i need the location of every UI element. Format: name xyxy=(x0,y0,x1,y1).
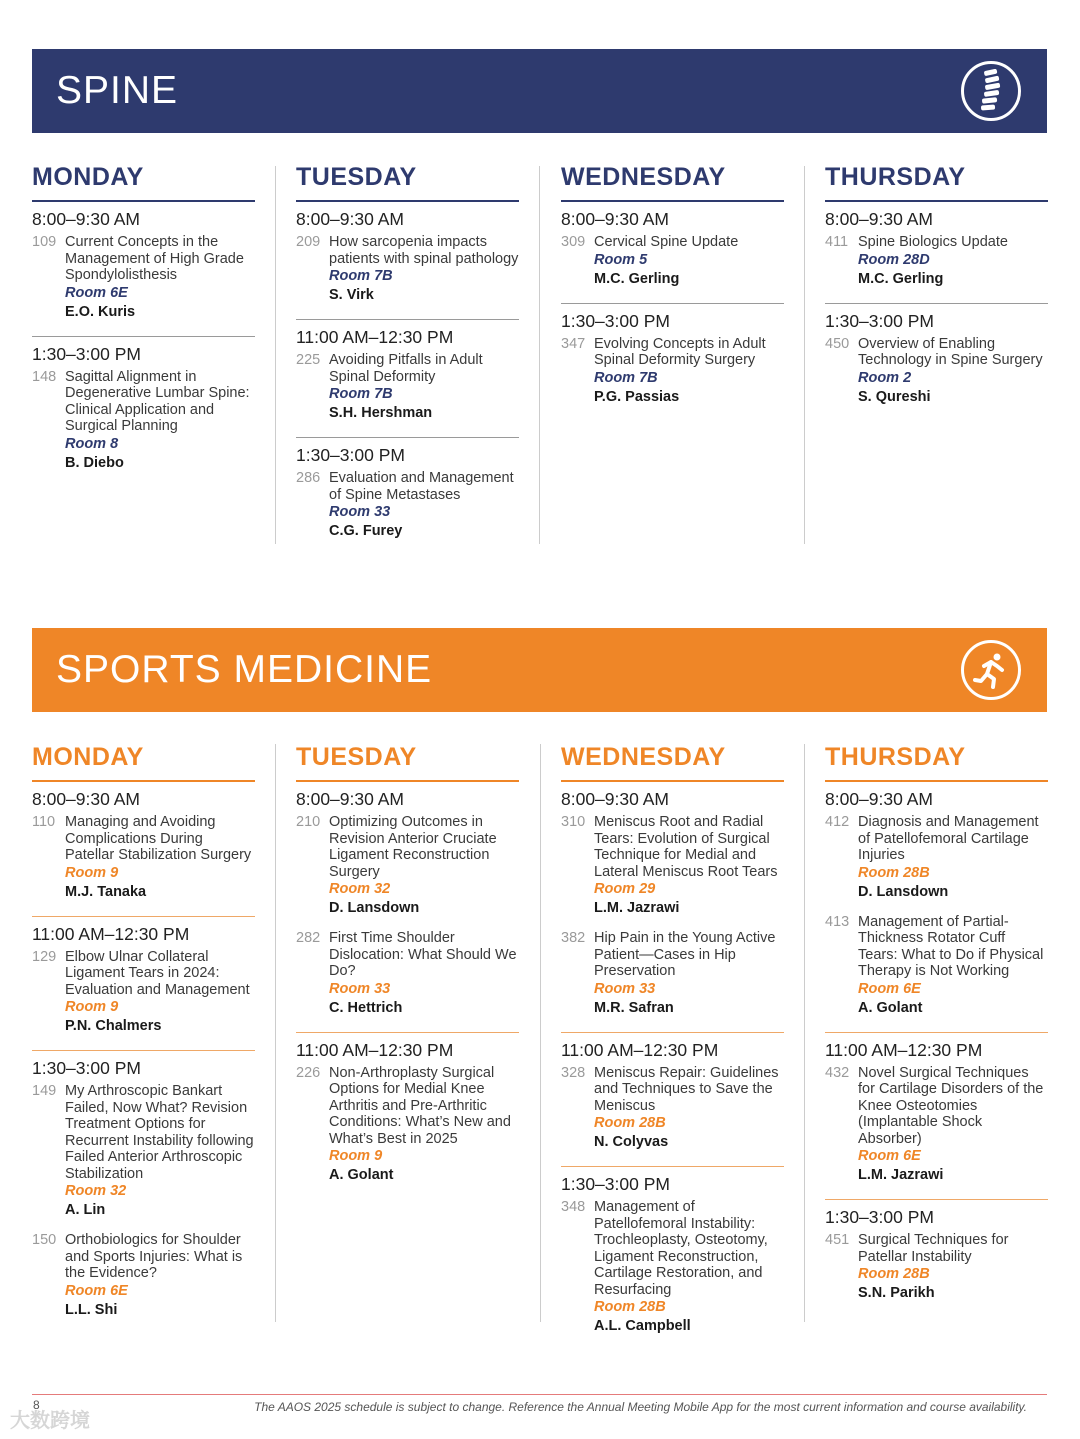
runner-icon xyxy=(961,640,1021,700)
session-info xyxy=(329,234,519,305)
session-speaker: S. Qureshi xyxy=(858,388,931,405)
session-title: Overview of Enabling Technology in Spine Surgery xyxy=(858,335,1043,368)
session-speaker: S.N. Parikh xyxy=(858,1285,935,1301)
session-room: Room 28B xyxy=(858,864,930,881)
time-slot xyxy=(296,782,519,1018)
session-title: Diagnosis and Management of Patellofemoral Cartilage Injuries xyxy=(858,814,1039,863)
session-info xyxy=(858,1065,1048,1186)
session-entry xyxy=(561,930,784,1018)
session-room: Room 28B xyxy=(594,1299,666,1315)
session-title: Meniscus Root and Radial Tears: Evolution of Surgical Technique for Medial and Lateral Meniscus Root Tears xyxy=(594,814,778,880)
session-room: Room 6E xyxy=(65,284,128,301)
time-slot-label: 8:00–9:30 AM xyxy=(561,209,669,229)
day-column-monday xyxy=(32,162,255,485)
session-entry xyxy=(296,930,519,1018)
session-title: Meniscus Repair: Guidelines and Techniques to Save the Meniscus xyxy=(594,1064,779,1114)
day-column-tuesday xyxy=(296,162,519,553)
session-title: Non-Arthroplasty Surgical Options for Medial Knee Arthritis and Pre-Arthritic Conditions: What’s New and What’s Best in 2025 xyxy=(329,1064,511,1147)
session-speaker: E.O. Kuris xyxy=(65,303,136,320)
session-info xyxy=(65,1232,255,1320)
time-slot xyxy=(32,782,255,902)
session-speaker: C. Hettrich xyxy=(329,999,403,1016)
session-number: 282 xyxy=(296,930,321,946)
session-room: Room 6E xyxy=(858,980,921,997)
session-title: Current Concepts in the Management of High Grade Spondylolisthesis xyxy=(65,234,244,283)
session-number: 148 xyxy=(32,368,57,385)
session-info xyxy=(594,1199,784,1336)
session-entry xyxy=(32,369,255,473)
session-entry xyxy=(561,336,784,407)
footer-rule xyxy=(32,1394,1047,1395)
session-info xyxy=(329,470,519,541)
session-number: 149 xyxy=(32,1083,57,1099)
time-slot xyxy=(296,1033,519,1186)
session-title: Optimizing Outcomes in Revision Anterior Cruciate Ligament Reconstruction Surgery xyxy=(329,814,497,880)
watermark: 大数跨境 xyxy=(10,1410,90,1432)
column-divider xyxy=(804,744,805,1322)
session-room: Room 32 xyxy=(65,1183,127,1199)
session-title: Surgical Techniques for Patellar Instability xyxy=(858,1232,1009,1265)
session-entry xyxy=(825,1232,1048,1303)
session-speaker: L.M. Jazrawi xyxy=(594,900,680,916)
session-number: 328 xyxy=(561,1064,586,1081)
session-entry xyxy=(296,470,519,541)
time-slot-label: 11:00 AM–12:30 PM xyxy=(296,327,454,347)
day-heading: MONDAY xyxy=(32,743,144,771)
time-slot xyxy=(561,304,784,407)
time-slot-label: 11:00 AM–12:30 PM xyxy=(32,923,190,944)
session-entry xyxy=(825,914,1048,1018)
column-divider xyxy=(540,744,541,1322)
session-info xyxy=(858,336,1048,407)
session-info xyxy=(858,814,1048,902)
session-room: Room 8 xyxy=(65,435,119,452)
session-room: Room 7B xyxy=(594,369,658,386)
session-title: Management of Patellofemoral Instability: Trochleoplasty, Osteotomy, Ligament Reconstruction, Cartilage Restoration, and Resurfacing xyxy=(594,1199,768,1298)
session-info xyxy=(329,814,519,918)
session-speaker: M.C. Gerling xyxy=(594,270,680,287)
day-heading: TUESDAY xyxy=(296,743,417,771)
spine-title: SPINE xyxy=(56,69,179,112)
session-number: 411 xyxy=(825,234,849,250)
day-heading: TUESDAY xyxy=(296,163,417,191)
session-number: 432 xyxy=(825,1064,850,1081)
time-slot-label: 8:00–9:30 AM xyxy=(296,789,404,809)
session-title: Evolving Concepts in Adult Spinal Deformity Surgery xyxy=(594,335,766,368)
session-speaker: L.L. Shi xyxy=(65,1301,118,1318)
time-slot xyxy=(825,202,1048,289)
session-speaker: A.L. Campbell xyxy=(594,1318,691,1334)
session-room: Room 9 xyxy=(329,1148,383,1164)
time-slot-label: 8:00–9:30 AM xyxy=(825,209,933,229)
session-speaker: S.H. Hershman xyxy=(329,405,433,421)
time-slot-label: 8:00–9:30 AM xyxy=(32,209,140,229)
session-speaker: C.G. Furey xyxy=(329,523,403,539)
session-room: Room 5 xyxy=(594,251,648,268)
session-number: 226 xyxy=(296,1064,321,1081)
session-number: 310 xyxy=(561,814,586,830)
day-heading: THURSDAY xyxy=(825,163,966,191)
session-speaker: L.M. Jazrawi xyxy=(858,1167,944,1183)
session-entry xyxy=(32,1232,255,1320)
session-entry xyxy=(561,234,784,289)
day-column-wednesday xyxy=(561,162,784,419)
session-entry xyxy=(296,1065,519,1186)
day-column-thursday xyxy=(825,742,1048,1315)
session-title: Elbow Ulnar Collateral Ligament Tears in 2024: Evaluation and Management xyxy=(65,948,250,998)
session-entry xyxy=(296,814,519,918)
session-room: Room 2 xyxy=(858,369,912,386)
time-slot-label: 8:00–9:30 AM xyxy=(825,789,933,809)
session-title: Management of Partial-Thickness Rotator Cuff Tears: What to Do if Physical Therapy is Not Working xyxy=(858,913,1044,979)
time-slot xyxy=(825,782,1048,1018)
session-info xyxy=(65,949,255,1037)
session-room: Room 32 xyxy=(329,881,391,897)
session-number: 225 xyxy=(296,352,321,368)
session-room: Room 9 xyxy=(65,999,119,1015)
session-entry xyxy=(32,1083,255,1220)
spine-icon xyxy=(961,61,1021,121)
time-slot xyxy=(32,917,255,1037)
session-entry xyxy=(32,814,255,902)
session-speaker: A. Golant xyxy=(858,999,923,1016)
session-speaker: A. Golant xyxy=(329,1167,394,1183)
session-speaker: M.R. Safran xyxy=(594,999,674,1016)
session-title: Sagittal Alignment in Degenerative Lumbar Spine: Clinical Application and Surgical Planning xyxy=(65,368,250,434)
day-column-tuesday xyxy=(296,742,519,1197)
page-number: 8 xyxy=(33,1398,40,1412)
time-slot xyxy=(825,1200,1048,1303)
session-room: Room 28B xyxy=(594,1115,666,1131)
session-speaker: M.J. Tanaka xyxy=(65,883,147,900)
session-info xyxy=(594,1065,784,1153)
session-entry xyxy=(825,234,1048,289)
session-speaker: P.G. Passias xyxy=(594,388,680,405)
session-info xyxy=(65,234,255,322)
session-entry xyxy=(825,336,1048,407)
session-number: 382 xyxy=(561,930,586,946)
time-slot xyxy=(32,1051,255,1320)
time-slot-label: 1:30–3:00 PM xyxy=(561,1174,670,1194)
session-number: 109 xyxy=(32,234,57,250)
time-slot xyxy=(561,782,784,1018)
session-info xyxy=(65,369,255,473)
time-slot-label: 1:30–3:00 PM xyxy=(296,445,405,465)
time-slot xyxy=(825,1033,1048,1186)
column-divider xyxy=(539,166,540,544)
session-room: Room 33 xyxy=(329,980,391,997)
time-slot xyxy=(296,438,519,541)
session-info xyxy=(858,234,1048,289)
time-slot-label: 1:30–3:00 PM xyxy=(32,1058,141,1078)
session-entry xyxy=(32,234,255,322)
session-number: 150 xyxy=(32,1232,57,1248)
session-number: 450 xyxy=(825,335,850,352)
session-speaker: A. Lin xyxy=(65,1202,106,1218)
session-title: Avoiding Pitfalls in Adult Spinal Deformity xyxy=(329,352,483,385)
session-entry xyxy=(561,1065,784,1153)
time-slot-label: 1:30–3:00 PM xyxy=(561,310,670,331)
session-title: First Time Shoulder Dislocation: What Should We Do? xyxy=(329,930,517,979)
session-number: 110 xyxy=(32,814,56,830)
session-room: Room 28B xyxy=(858,1266,930,1282)
session-number: 209 xyxy=(296,234,321,250)
session-number: 412 xyxy=(825,814,850,830)
spine-banner xyxy=(32,49,1047,133)
session-speaker: M.C. Gerling xyxy=(858,270,944,287)
session-speaker: B. Diebo xyxy=(65,454,124,471)
session-entry xyxy=(825,1065,1048,1186)
session-title: My Arthroscopic Bankart Failed, Now What? Revision Treatment Options for Recurrent Instability following Failed Anterior Arthroscopic Stabilization xyxy=(65,1083,254,1182)
day-column-wednesday xyxy=(561,742,784,1348)
day-heading: WEDNESDAY xyxy=(561,163,726,191)
session-entry xyxy=(296,234,519,305)
session-speaker: D. Lansdown xyxy=(329,900,420,916)
day-heading: MONDAY xyxy=(32,163,144,191)
time-slot xyxy=(561,202,784,289)
time-slot xyxy=(32,337,255,473)
time-slot xyxy=(561,1033,784,1153)
day-heading: THURSDAY xyxy=(825,743,966,771)
session-room: Room 7B xyxy=(329,386,393,402)
time-slot-label: 1:30–3:00 PM xyxy=(32,343,141,364)
spine-schedule xyxy=(32,162,1048,544)
time-slot xyxy=(296,202,519,305)
sports-medicine-title: SPORTS MEDICINE xyxy=(56,648,433,691)
session-title: Spine Biologics Update xyxy=(858,234,1008,250)
session-info xyxy=(329,352,519,423)
sports-medicine-banner xyxy=(32,628,1047,712)
time-slot-label: 11:00 AM–12:30 PM xyxy=(561,1039,719,1060)
day-heading: WEDNESDAY xyxy=(561,743,726,771)
session-entry xyxy=(561,1199,784,1336)
session-room: Room 6E xyxy=(65,1282,128,1299)
session-number: 451 xyxy=(825,1232,850,1248)
session-number: 348 xyxy=(561,1199,586,1215)
time-slot xyxy=(32,202,255,322)
session-speaker: P.N. Chalmers xyxy=(65,1018,162,1034)
session-entry xyxy=(296,352,519,423)
session-number: 286 xyxy=(296,470,321,486)
session-number: 210 xyxy=(296,814,321,830)
session-room: Room 29 xyxy=(594,881,656,897)
sports-medicine-schedule xyxy=(32,742,1048,1334)
time-slot xyxy=(561,1167,784,1336)
session-number: 129 xyxy=(32,948,57,965)
session-entry xyxy=(561,814,784,918)
session-info xyxy=(594,234,784,289)
session-room: Room 6E xyxy=(858,1148,921,1164)
day-column-thursday xyxy=(825,162,1048,419)
time-slot-label: 1:30–3:00 PM xyxy=(825,1207,934,1227)
time-slot-label: 8:00–9:30 AM xyxy=(32,789,140,809)
footer-disclaimer: The AAOS 2025 schedule is subject to change. Reference the Annual Meeting Mobile App for the most current information and course availability. xyxy=(254,1400,1027,1414)
session-title: Evaluation and Management of Spine Metastases xyxy=(329,470,514,503)
session-info xyxy=(329,930,519,1018)
time-slot-label: 8:00–9:30 AM xyxy=(561,789,669,809)
session-info xyxy=(594,814,784,918)
column-divider xyxy=(275,744,276,1322)
session-room: Room 28D xyxy=(858,251,930,268)
session-number: 413 xyxy=(825,913,850,930)
time-slot-label: 1:30–3:00 PM xyxy=(825,310,934,331)
session-entry xyxy=(32,949,255,1037)
session-info xyxy=(594,930,784,1018)
session-room: Room 7B xyxy=(329,268,393,284)
session-number: 309 xyxy=(561,234,586,250)
time-slot-label: 11:00 AM–12:30 PM xyxy=(825,1039,983,1060)
session-info xyxy=(858,914,1048,1018)
session-info xyxy=(594,336,784,407)
day-column-monday xyxy=(32,742,255,1332)
session-title: Orthobiologics for Shoulder and Sports Injuries: What is the Evidence? xyxy=(65,1232,243,1281)
session-entry xyxy=(825,814,1048,902)
session-info xyxy=(65,814,255,902)
time-slot-label: 8:00–9:30 AM xyxy=(296,209,404,229)
session-title: Managing and Avoiding Complications During Patellar Stabilization Surgery xyxy=(65,814,252,863)
session-title: How sarcopenia impacts patients with spinal pathology xyxy=(329,234,519,267)
time-slot-label: 11:00 AM–12:30 PM xyxy=(296,1039,454,1060)
column-divider xyxy=(275,166,276,544)
time-slot xyxy=(296,320,519,423)
session-room: Room 33 xyxy=(329,504,391,520)
session-speaker: D. Lansdown xyxy=(858,883,949,900)
time-slot xyxy=(825,304,1048,407)
session-room: Room 33 xyxy=(594,980,656,997)
column-divider xyxy=(804,166,805,544)
session-speaker: S. Virk xyxy=(329,287,374,303)
session-info xyxy=(329,1065,519,1186)
session-info xyxy=(65,1083,255,1220)
session-title: Novel Surgical Techniques for Cartilage Disorders of the Knee Osteotomies (Implantable Shock Absorber) xyxy=(858,1064,1044,1147)
session-room: Room 9 xyxy=(65,864,119,881)
session-info xyxy=(858,1232,1048,1303)
session-speaker: N. Colyvas xyxy=(594,1134,669,1150)
session-title: Cervical Spine Update xyxy=(594,234,739,250)
session-number: 347 xyxy=(561,335,586,352)
session-title: Hip Pain in the Young Active Patient—Cases in Hip Preservation xyxy=(594,930,776,979)
